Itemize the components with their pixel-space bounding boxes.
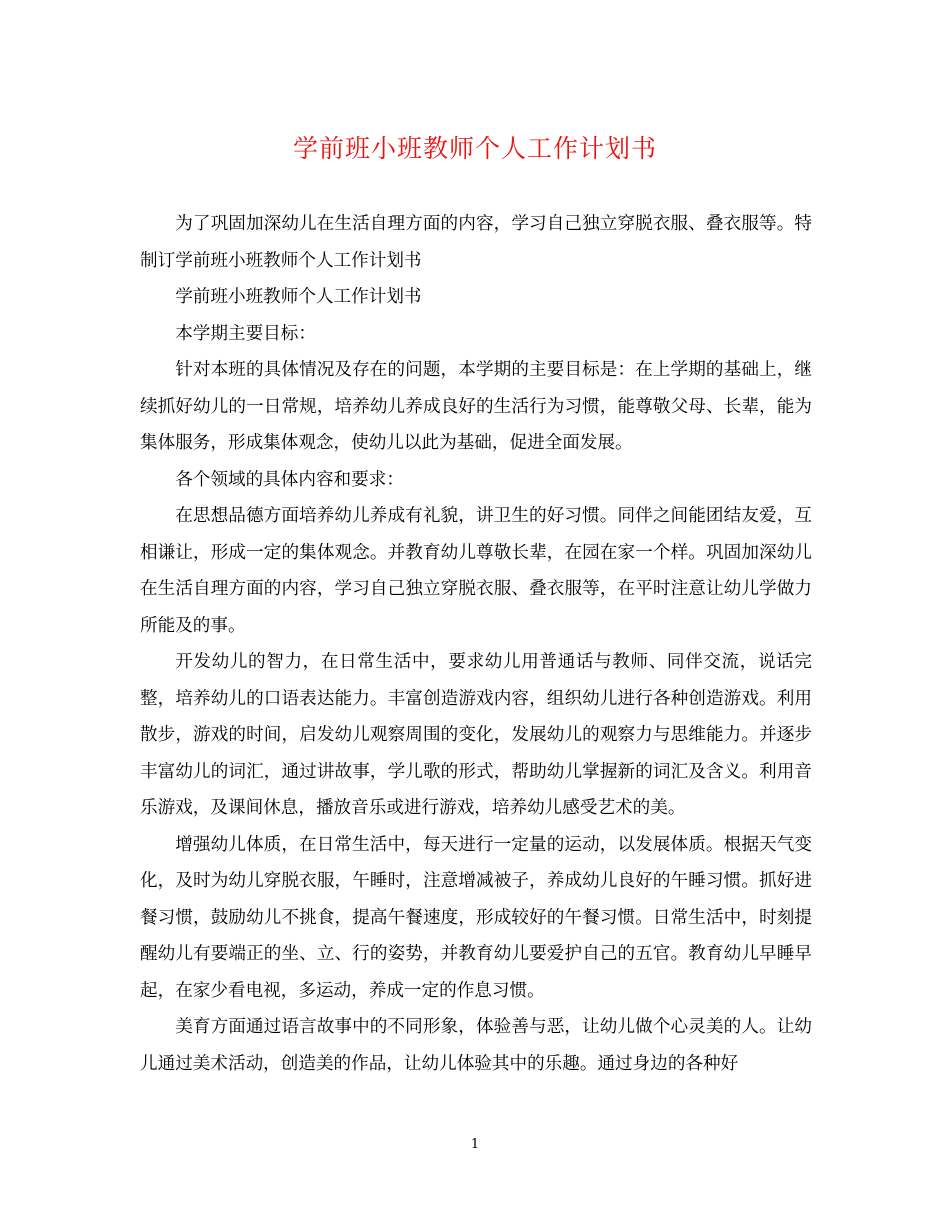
paragraph-physical-health: 增强幼儿体质，在日常生活中，每天进行一定量的运动，以发展体质。根据天气变化，及时为幼儿穿脱衣服，午睡时，注意增减被子，养成幼儿良好的午睡习惯。抓好进餐习惯，鼓励幼儿不挑食，提高午餐速度，形成较好的午餐习惯。日常生活中，时刻提醒幼儿有要端正的坐、立、行的姿势，并教育幼儿要爱护自己的五官。教育幼儿早睡早起，在家少看电视，多运动，养成一定的作息习惯。 — [140, 834, 812, 1001]
page-number: 1 — [470, 1137, 480, 1152]
paragraph-intellectual-development: 开发幼儿的智力，在日常生活中，要求幼儿用普通话与教师、同伴交流，说话完整，培养幼儿的口语表达能力。丰富创造游戏内容，组织幼儿进行各种创造游戏。利用散步，游戏的时间，启发幼儿观察周围的变化，发展幼儿的观察力与思维能力。并逐步丰富幼儿的词汇，通过讲故事，学儿歌的形式，帮助幼儿掌握新的词汇及含义。利用音乐游戏，及课间休息，播放音乐或进行游戏，培养幼儿感受艺术的美。 — [140, 652, 812, 818]
paragraph-moral-education: 在思想品德方面培养幼儿养成有礼貌，讲卫生的好习惯。同伴之间能团结友爱，互相谦让，形成一定的集体观念。并教育幼儿尊敬长辈，在园在家一个样。巩固加深幼儿在生活自理方面的内容，学习自己独立穿脱衣服、叠衣服等，在平时注意让幼儿学做力所能及的事。 — [140, 506, 812, 636]
paragraph-goals-heading: 本学期主要目标： — [175, 323, 316, 344]
paragraph-intro: 为了巩固加深幼儿在生活自理方面的内容，学习自己独立穿脱衣服、叠衣服等。特制订学前班小班教师个人工作计划书 — [140, 214, 812, 271]
paragraph-subtitle: 学前班小班教师个人工作计划书 — [175, 287, 422, 307]
document-title: 学前班小班教师个人工作计划书 — [292, 134, 657, 163]
paragraph-domains-heading: 各个领域的具体内容和要求： — [175, 469, 404, 490]
paragraph-goals: 针对本班的具体情况及存在的问题，本学期的主要目标是：在上学期的基础上，继续抓好幼儿的一日常规，培养幼儿养成良好的生活行为习惯，能尊敬父母、长辈，能为集体服务，形成集体观念，使幼儿以此为基础，促进全面发展。 — [140, 360, 812, 453]
document-body — [140, 206, 812, 1082]
paragraph-aesthetic-education: 美育方面通过语言故事中的不同形象，体验善与恶，让幼儿做个心灵美的人。让幼儿通过美术活动，创造美的作品，让幼儿体验其中的乐趣。通过身边的各种好 — [140, 1017, 812, 1074]
